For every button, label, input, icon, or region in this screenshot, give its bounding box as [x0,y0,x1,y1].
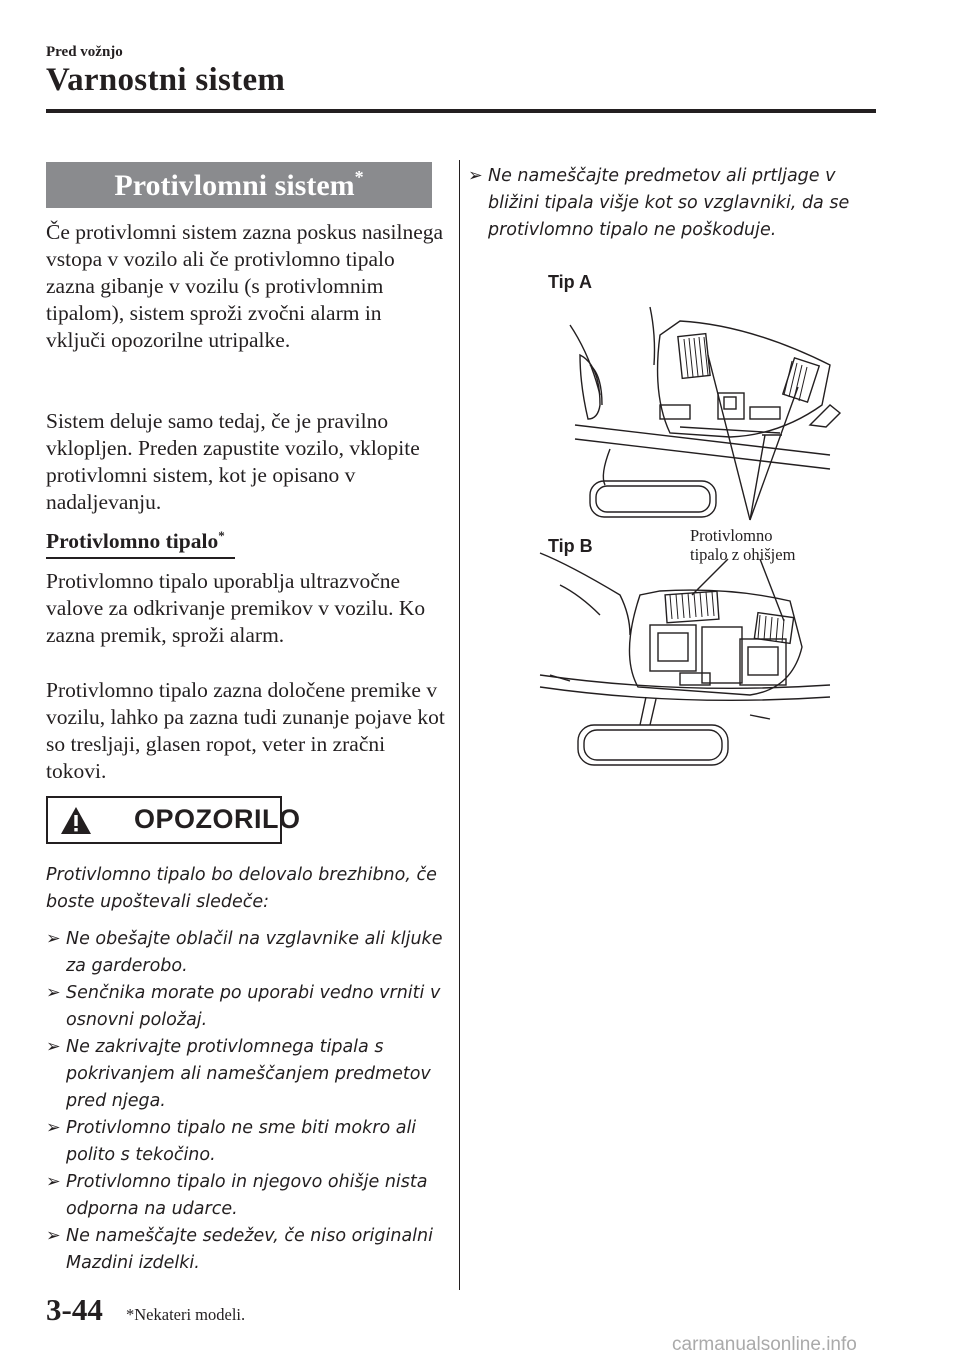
banner-asterisk: * [354,167,364,187]
list-item: ➢ Ne zakrivajte protivlomnega tipala s pokrivanjem ali nameščanjem predmetov pred njega. [46,1034,446,1115]
arrow-bullet-icon: ➢ [468,166,483,186]
warning-list-continued [468,163,878,244]
subheading [46,528,235,559]
subheading-asterisk: * [218,528,225,543]
section-small-title: Pred vožnjo [46,44,123,60]
tip-a-label: Tip A [548,272,592,292]
page-number: 3-44 [46,1292,103,1327]
list-item: ➢ Ne obešajte oblačil na vzglavnike ali kljuke za garderobo. [46,926,446,980]
subheading-title: Protivlomno tipalo [46,529,219,553]
overhead-console-illustration [530,295,850,775]
warning-triangle-icon [60,806,92,835]
body-paragraph-1: Protivlomno tipalo uporablja ultrazvočne valove za odkrivanje premikov v vozilu. Ko zazna premik, sproži alarm. [46,569,426,647]
intro-paragraph-2: Sistem deluje samo tedaj, če je pravilno vklopljen. Preden zapustite vozilo, vklopite protivlomni sistem, kot je opisano v nadaljevanju. [46,409,420,514]
callout-line-2: tipalo z ohišjem [690,545,796,564]
chapter-banner [46,162,432,208]
arrow-bullet-icon: ➢ [46,1118,61,1138]
callout-line-1: Protivlomno [690,526,773,545]
list-item: ➢ Ne nameščajte sedežev, če niso originalni Mazdini izdelki. [46,1223,446,1277]
column-divider [459,160,460,1290]
header-rule [46,109,876,113]
watermark: carmanualsonline.info [672,1334,857,1355]
arrow-bullet-icon: ➢ [46,1037,61,1057]
footnote: *Nekateri modeli. [126,1305,246,1324]
banner-title: Protivlomni sistem [114,169,355,202]
warning-box [46,796,301,844]
arrow-bullet-icon: ➢ [46,983,61,1003]
body-paragraph-2: Protivlomno tipalo zazna določene premike v vozilu, lahko pa zazna tudi zunanje pojave kot so tresljaji, glasen ropot, veter in zračni tokovi. [46,678,445,783]
tip-b-label: Tip B [548,536,593,556]
list-item: ➢ Senčnika morate po uporabi vedno vrniti v osnovni položaj. [46,980,446,1034]
section-title: Varnostni sistem [46,62,286,98]
list-item: ➢ Ne nameščajte predmetov ali prtljage v bližini tipala višje kot so vzglavniki, da se protivlomno tipalo ne poškoduje. [468,163,878,244]
arrow-bullet-icon: ➢ [46,1226,61,1246]
list-item: ➢ Protivlomno tipalo in njegovo ohišje nista odporna na udarce. [46,1169,446,1223]
intro-paragraph-1: Če protivlomni sistem zazna poskus nasilnega vstopa v vozilo ali če protivlomno tipalo zazna gibanje v vozilu (s protivlomnim tipalom), sistem sproži zvočni alarm in vključi opozorilne utripalke. [46,220,444,352]
arrow-bullet-icon: ➢ [46,929,61,949]
warning-intro: Protivlomno tipalo bo delovalo brezhibno, če boste upoštevali sledeče: [46,865,437,912]
warning-label: OPOZORILO [134,804,301,834]
arrow-bullet-icon: ➢ [46,1172,61,1192]
list-item: ➢ Protivlomno tipalo ne sme biti mokro ali polito s tekočino. [46,1115,446,1169]
